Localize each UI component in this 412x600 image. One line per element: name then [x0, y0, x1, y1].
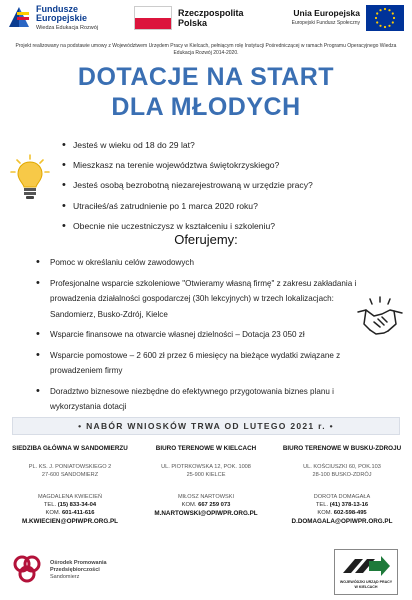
- nabor-banner: • NABÓR WNIOSKÓW TRWA OD LUTEGO 2021 r. •: [12, 417, 400, 435]
- offices-section: [0, 444, 412, 544]
- wup-line1: WOJEWÓDZKI URZĄD PRACY: [339, 580, 393, 584]
- tel-label: TEL.: [315, 502, 329, 508]
- office-email[interactable]: M.KWIECIEN@OPIWPR.ORG.PL: [21, 518, 119, 525]
- project-note: Projekt realizowany na podstawie umowy z Województwem Urzędem Pracy w Kielcach, pełniącym rolę Instytucji Pośredniczącej w ramach Programu Operacyjnego Wiedza Edukacja Rozwój 2014-2020.: [15, 43, 397, 56]
- questions-list: [62, 140, 392, 241]
- list-item: • Jesteś w wieku od 18 do 29 lat?: [62, 140, 392, 160]
- opp-logo-icon: [10, 552, 44, 586]
- rp-line1: Rzeczpospolita: [178, 8, 244, 18]
- wup-logo: [334, 549, 398, 595]
- office-phone: (41) 378-13-16: [329, 502, 369, 508]
- office-address: PL. KS. J. PONIATOWSKIEGO 2: [28, 464, 112, 470]
- fe-logo-icon: [6, 4, 32, 30]
- fe-line2: Europejskie: [36, 13, 88, 23]
- poland-flag-icon: [134, 6, 172, 30]
- fundusze-europejskie-logo: [6, 4, 136, 34]
- list-item: • Profesjonalne wsparcie szkoleniowe "Otwieramy własną firmę" z zakresu zakładania i prowadzenia działalności gospodarczej (30h lekcyjnych) w trzech lokalizacjach: Sandomierz, Busko-Zdrój, Kielce: [36, 276, 372, 323]
- office-postcode: 25-900 KIELCE: [186, 472, 226, 478]
- opp-line3: Sandomierz: [50, 574, 80, 580]
- list-item: • Wsparcie finansowe na otwarcie własnej dzielności – Dotacja 23 050 zł: [36, 327, 372, 343]
- opp-line2: Przedsiębiorczości: [50, 567, 100, 573]
- office-address: UL. KOŚCIUSZKI 60, POK.103: [303, 464, 381, 470]
- rp-line2: Polska: [178, 18, 208, 28]
- list-item: • Mieszkasz na terenie województwa świętokrzyskiego?: [62, 160, 392, 180]
- office-kielce: [138, 444, 274, 518]
- office-postcode: 27-600 SANDOMIERZ: [41, 472, 99, 478]
- office-busko: [274, 444, 410, 526]
- offer-title: Oferujemy:: [174, 232, 238, 247]
- opp-line1: Ośrodek Promowania: [50, 560, 107, 566]
- title-line1: DOTACJE NA START: [77, 63, 335, 91]
- fe-line1: Fundusze: [36, 4, 78, 14]
- kom-label: KOM.: [45, 510, 61, 516]
- kom-label: KOM.: [317, 510, 333, 516]
- list-item: • Utraciłeś/aś zatrudnienie po 1 marca 2020 roku?: [62, 201, 392, 221]
- office-person: MAGDALENA KWIECIEŃ: [37, 494, 103, 500]
- office-mobile: 667 259 073: [198, 502, 231, 508]
- page-title: [0, 62, 412, 122]
- office-person: DOROTA DOMAGAŁA: [313, 494, 371, 500]
- handshake-icon: [356, 296, 404, 338]
- eu-flag-icon: [366, 5, 404, 31]
- rzeczpospolita-logo: [134, 5, 254, 33]
- office-address: UL. PIOTRKOWSKA 12, POK. 1008: [161, 464, 251, 470]
- ue-line1: Unia Europejska: [293, 8, 360, 18]
- office-mobile: 601-411-616: [61, 510, 95, 516]
- office-email[interactable]: D.DOMAGALA@OPIWPR.ORG.PL: [291, 518, 393, 525]
- logo-bar: [0, 0, 412, 36]
- unia-europejska-logo: [270, 5, 406, 33]
- tel-label: TEL.: [43, 502, 57, 508]
- fe-sub: Wiedza Edukacja Rozwój: [36, 25, 99, 31]
- office-email[interactable]: M.NARTOWSKI@OPIWPR.ORG.PL: [154, 510, 258, 517]
- office-phone: (15) 833-34-04: [57, 502, 97, 508]
- kom-label: KOM.: [181, 502, 197, 508]
- office-name: BIURO TERENOWE W KIELCACH: [155, 445, 257, 452]
- list-item: • Obecnie nie uczestniczysz w kształceniu i szkoleniu?: [62, 221, 392, 241]
- offers-list: [36, 255, 372, 420]
- office-sandomierz: [2, 444, 138, 526]
- opp-logo: [10, 552, 160, 592]
- title-line2: DLA MŁODYCH: [111, 93, 301, 121]
- wup-logo-icon: [341, 553, 391, 579]
- list-item: • Pomoc w określaniu celów zawodowych: [36, 255, 372, 271]
- ue-sub: Europejski Fundusz Społeczny: [291, 20, 360, 26]
- office-mobile: 602-598-495: [333, 510, 367, 516]
- office-name: SIEDZIBA GŁÓWNA W SANDOMIERZU: [12, 445, 128, 452]
- office-postcode: 28-100 BUSKO-ZDRÓJ: [312, 472, 372, 478]
- list-item: • Jesteś osobą bezrobotną niezarejestrowaną w urzędzie pracy?: [62, 180, 392, 200]
- wup-line2: W KIELCACH: [354, 585, 378, 589]
- lightbulb-icon: [10, 154, 50, 204]
- list-item: • Doradztwo biznesowe niezbędne do efektywnego przygotowania biznes planu i wykorzystania dotacji: [36, 384, 372, 415]
- office-person: MIŁOSZ NARTOWSKI: [177, 494, 235, 500]
- list-item: • Wsparcie pomostowe – 2 600 zł przez 6 miesięcy na bieżące wydatki związane z prowadzeniem firmy: [36, 348, 372, 379]
- office-name: BIURO TERENOWE W BUSKU-ZDROJU: [282, 445, 402, 452]
